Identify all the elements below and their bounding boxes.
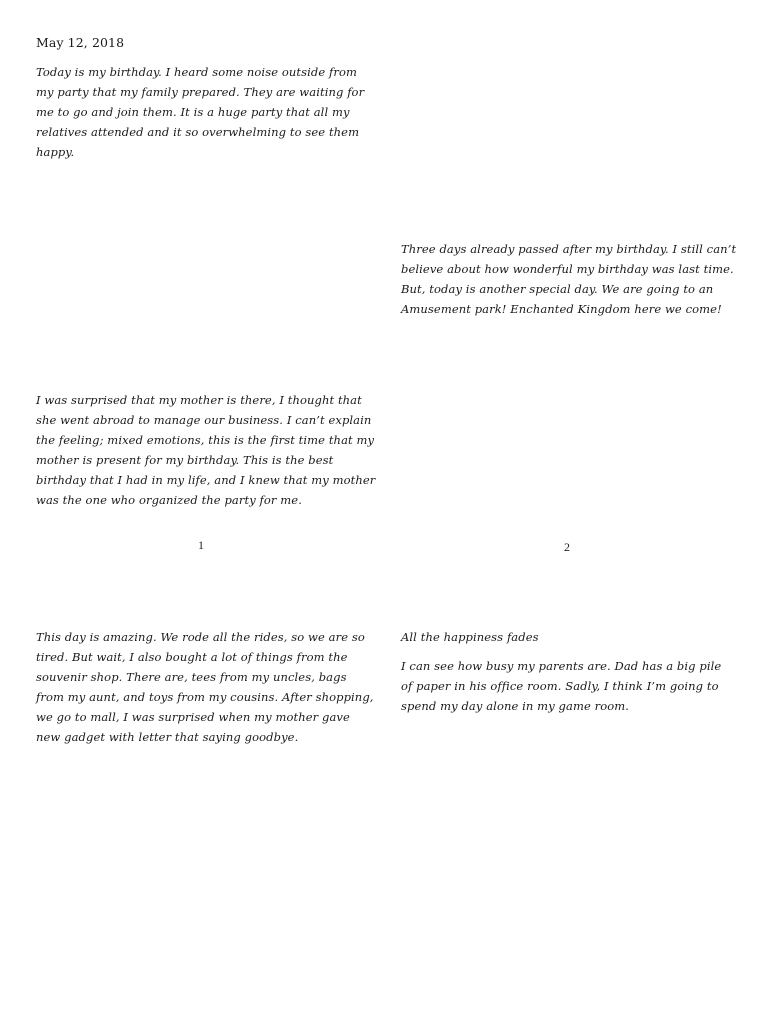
diary-heading-happiness-fades: All the happiness fades xyxy=(401,630,539,644)
page-number-2: 2 xyxy=(564,540,570,554)
diary-entry-birthday: Today is my birthday. I heard some noise outside from my party that my family prepared. They are waiting for me to go and join them. It is a huge party that all my relatives attended and it so overwhelming to see them happy. xyxy=(36,65,365,159)
diary-entry-amusement-park: Three days already passed after my birthday. I still can’t believe about how wonderful my birthday was last time. But, today is another special day. We are going to an Amusement park! Enchanted Kingdom here we come! xyxy=(401,242,737,316)
page-number-1: 1 xyxy=(198,538,204,552)
diary-date: May 12, 2018 xyxy=(36,35,125,50)
diary-entry-rides: This day is amazing. We rode all the rides, so we are so tired. But wait, I also bought a lot of things from the souvenir shop. There are, tees from my uncles, bags from my aunt, and toys from my cousins. After shopping, we go to mall, I was surprised when my mother gave new gadget with letter that saying goodbye. xyxy=(36,630,374,744)
diary-entry-alone: I can see how busy my parents are. Dad has a big pile of paper in his office room. Sadly, I think I’m going to spend my day alone in my game room. xyxy=(401,659,722,713)
diary-entry-mother: I was surprised that my mother is there, I thought that she went abroad to manage our business. I can’t explain the feeling; mixed emotions, this is the first time that my mother is present for my birthday. This is the best birthday that I had in my life, and I knew that my mother was the one who organized the party for me. xyxy=(36,393,376,507)
